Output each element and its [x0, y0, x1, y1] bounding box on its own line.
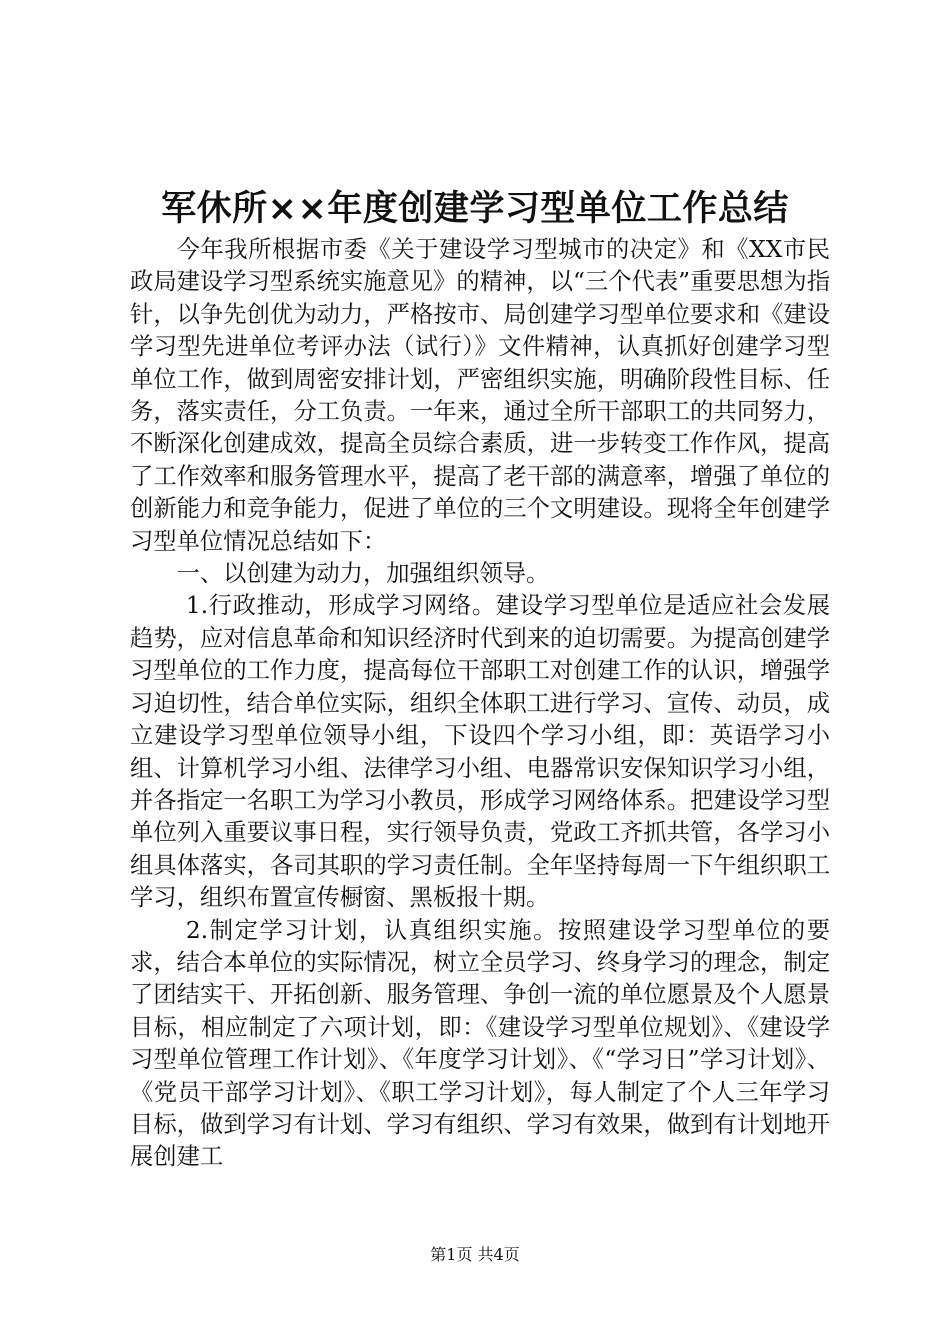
document-body: [130, 234, 830, 1174]
section-heading-1: 一、以创建为动力，加强组织领导。: [176, 560, 550, 588]
paragraph-intro: 今年我所根据市委《关于建设学习型城市的决定》和《XX市民政局建设学习型系统实施意见》的精神，以“三个代表”重要思想为指针，以争先创优为动力，严格按市、局创建学习型单位要求和《建设学习型先进单位考评办法（试行）》文件精神，认真抓好创建学习型单位工作，做到周密安排计划，严密组织实施，明确阶段性目标、任务，落实责任，分工负责。一年来，通过全所干部职工的共同努力，不断深化创建成效，提高全员综合素质，进一步转变工作作风，提高了工作效率和服务管理水平，提高了老干部的满意率，增强了单位的创新能力和竞争能力，促进了单位的三个文明建设。现将全年创建学习型单位情况总结如下：: [130, 236, 830, 555]
page-footer: 第1页 共4页: [430, 1245, 520, 1264]
paragraph-item-1: 1.行政推动，形成学习网络。建设学习型单位是适应社会发展趋势，应对信息革命和知识经济时代到来的迫切需要。为提高创建学习型单位的工作力度，提高每位干部职工对创建工作的认识，增强学习迫切性，结合单位实际，组织全体职工进行学习、宣传、动员，成立建设学习型单位领导小组，下设四个学习小组，即：英语学习小组、计算机学习小组、法律学习小组、电器常识安保知识学习小组，并各指定一名职工为学习小教员，形成学习网络体系。把建设学习型单位列入重要议事日程，实行领导负责，党政工齐抓共管，各学习小组具体落实，各司其职的学习责任制。全年坚持每周一下午组织职工学习，组织布置宣传橱窗、黑板报十期。: [130, 592, 830, 912]
paragraph-item-2: 2.制定学习计划，认真组织实施。按照建设学习型单位的要求，结合本单位的实际情况，树立全员学习、终身学习的理念，制定了团结实干、开拓创新、服务管理、争创一流的单位愿景及个人愿景目标，相应制定了六项计划，即：《建设学习型单位规划》、《建设学习型单位管理工作计划》、《年度学习计划》、《“学习日”学习计划》、《党员干部学习计划》、《职工学习计划》，每人制定了个人三年学习目标，做到学习有计划、学习有组织、学习有效果，做到有计划地开展创建工: [130, 916, 830, 1171]
document-title: 军休所××年度创建学习型单位工作总结: [161, 189, 789, 229]
